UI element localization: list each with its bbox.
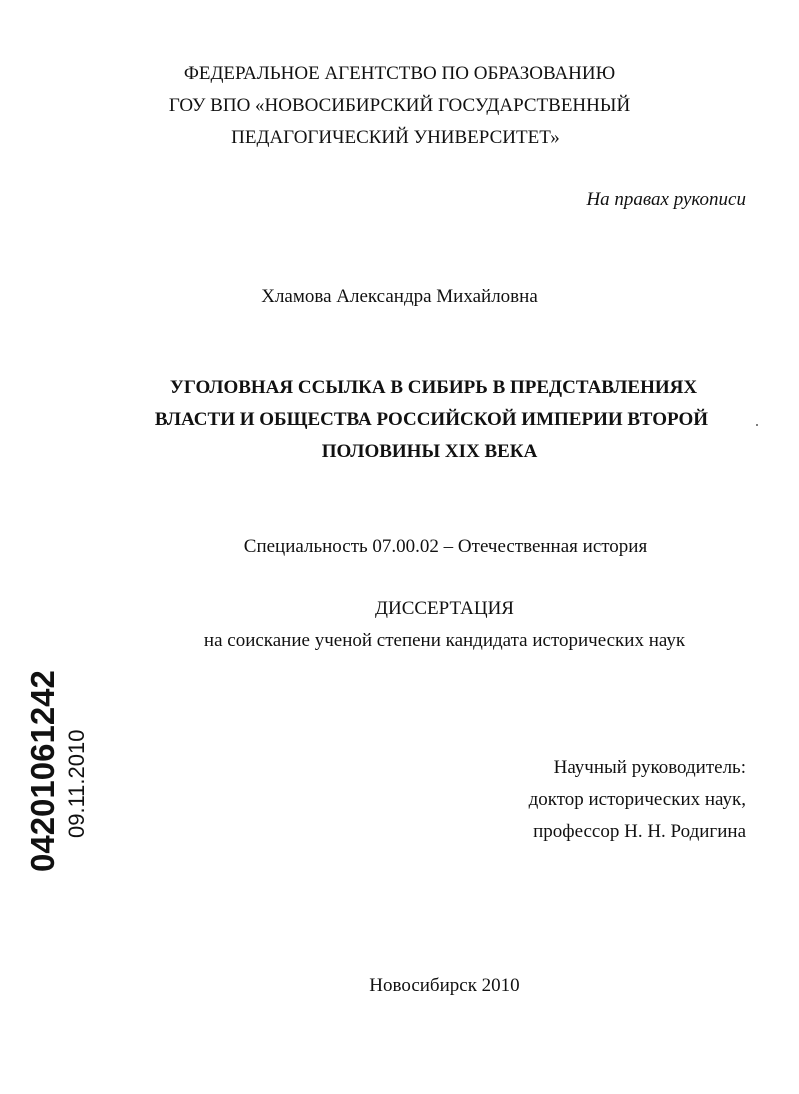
author-name: Хламова Александра Михайловна xyxy=(261,286,538,307)
dissertation-title-line3: ПОЛОВИНЫ XIX ВЕКА xyxy=(321,441,538,462)
scan-speck xyxy=(756,424,758,426)
city-year: Новосибирск 2010 xyxy=(369,975,520,996)
library-stamp-number: 04201061242 xyxy=(24,670,61,872)
header-university-cont: ПЕДАГОГИЧЕСКИЙ УНИВЕРСИТЕТ» xyxy=(231,127,560,148)
header-university: ГОУ ВПО «НОВОСИБИРСКИЙ ГОСУДАРСТВЕННЫЙ xyxy=(168,95,631,116)
supervisor-label: Научный руководитель: xyxy=(553,757,746,778)
work-type: ДИССЕРТАЦИЯ xyxy=(375,598,514,619)
manuscript-note: На правах рукописи xyxy=(586,189,746,210)
dissertation-title-line2: ВЛАСТИ И ОБЩЕСТВА РОССИЙСКОЙ ИМПЕРИИ ВТОРОЙ xyxy=(154,409,709,430)
specialty: Специальность 07.00.02 – Отечественная история xyxy=(243,536,648,557)
header-agency: ФЕДЕРАЛЬНОЕ АГЕНТСТВО ПО ОБРАЗОВАНИЮ xyxy=(183,63,616,84)
degree-sought: на соискание ученой степени кандидата исторических наук xyxy=(203,630,686,651)
dissertation-title-line1: УГОЛОВНАЯ ССЫЛКА В СИБИРЬ В ПРЕДСТАВЛЕНИЯХ xyxy=(169,377,698,398)
library-stamp-date: 09.11.2010 xyxy=(64,729,89,838)
supervisor-name: профессор Н. Н. Родигина xyxy=(533,821,746,842)
supervisor-degree: доктор исторических наук, xyxy=(528,789,746,810)
